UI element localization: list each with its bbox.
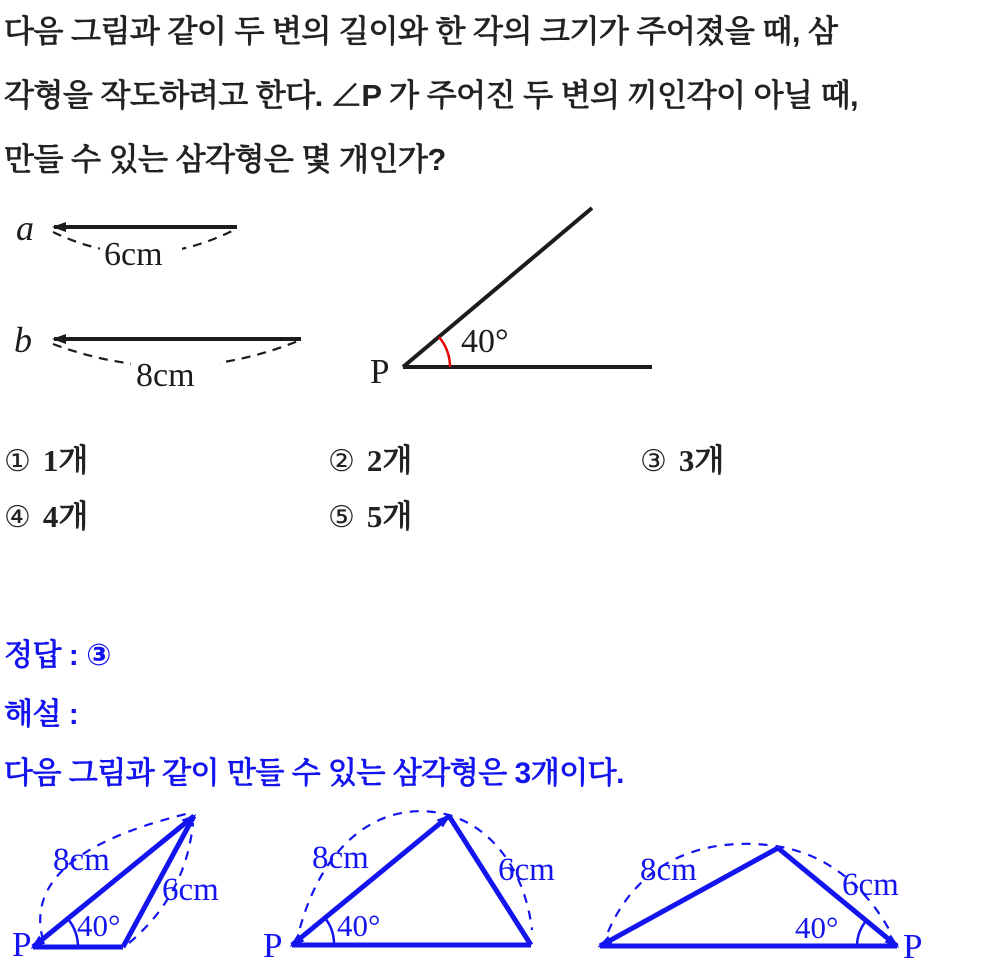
angle-vertex-label: P [370,352,390,391]
choice-3 [640,435,724,480]
choice-1-label: 1개 [42,443,89,478]
triangle-3-vertex-label: P [903,927,923,963]
solution-figures-svg [0,800,993,963]
choice-4-marker: ④ [4,500,31,535]
triangle-1-label-6cm: 6cm [162,872,219,908]
angle-degree-label: 40° [461,323,509,360]
triangle-1-label-8cm: 8cm [53,842,110,878]
choice-3-marker: ③ [640,444,667,479]
question-line-3: 만들 수 있는 삼각형은 몇 개인가? [4,142,446,177]
choice-2-label: 2개 [366,443,413,478]
triangle-3-label-6cm: 6cm [842,867,899,903]
angle-arc [439,337,450,367]
choice-4 [4,491,88,536]
triangle-2-label-8cm: 8cm [312,840,369,876]
segment-a-length: 6cm [104,236,163,273]
question-line-2: 각형을 작도하려고 한다. ∠P 가 주어진 두 변의 끼인각이 아닐 때, [4,78,859,113]
choice-2-marker: ② [328,444,355,479]
choice-5-marker: ⑤ [328,500,355,535]
answer-line: 정답 : ③ [4,639,112,672]
choice-1 [4,435,88,480]
question-line-1: 다음 그림과 같이 두 변의 길이와 한 각의 크기가 주어졌을 때, 삼 [4,14,838,49]
given-figures-svg [0,195,993,410]
segment-a-label: a [16,208,34,248]
segment-b-length: 8cm [136,357,195,394]
choice-2 [328,435,412,480]
segment-b-label: b [14,320,32,360]
triangle-2-vertex-label: P [263,926,283,963]
triangle-2-angle-label: 40° [337,908,381,943]
triangle-2-angle-arc [325,918,334,945]
triangle-1-vertex-label: P [12,925,32,963]
triangle-2-label-6cm: 6cm [498,852,555,888]
triangle-3-label-8cm: 8cm [640,852,697,888]
choice-4-label: 4개 [42,499,89,534]
choice-3-label: 3개 [678,443,725,478]
choice-1-marker: ① [4,444,31,479]
explanation-label: 해설 : [4,698,79,731]
triangle-1-angle-label: 40° [77,908,121,943]
choice-5-label: 5개 [366,499,413,534]
triangle-1-group [12,814,219,963]
triangle-3-angle-label: 40° [795,910,839,945]
explanation-text: 다음 그림과 같이 만들 수 있는 삼각형은 3개이다. [4,757,624,790]
triangle-3-angle-arc [857,921,866,946]
triangle-3-group [600,844,922,963]
choice-5 [328,491,412,536]
triangle-2-group [263,811,555,963]
